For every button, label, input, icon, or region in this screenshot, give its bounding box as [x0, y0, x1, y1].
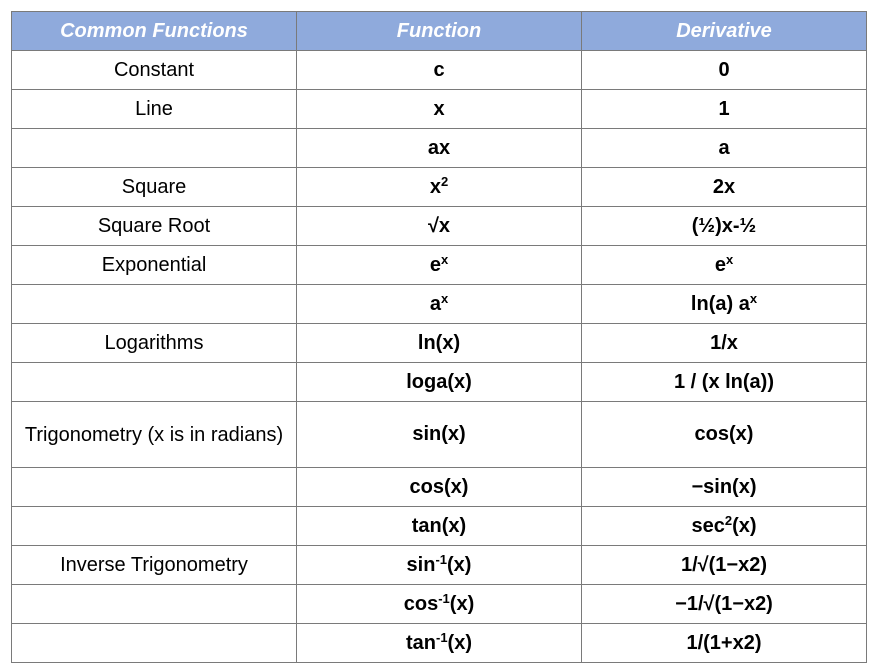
table-row: [12, 468, 867, 507]
derivative-cell: [582, 324, 867, 363]
function-after: (x): [449, 592, 475, 615]
derivative-cell: [582, 285, 867, 324]
function-superscript: -1: [438, 590, 450, 606]
derivative-base: 1: [718, 97, 730, 120]
derivative-base: (½)x-½: [691, 214, 757, 237]
function-base: ln(x): [417, 331, 461, 354]
derivative-base: sec: [691, 514, 725, 537]
derivative-superscript: 2: [724, 512, 733, 528]
derivative-cell: [582, 51, 867, 90]
table-row: [12, 246, 867, 285]
category-cell: Line: [12, 90, 297, 129]
table-row: [12, 363, 867, 402]
header-common-functions: Common Functions: [12, 12, 297, 51]
derivative-base: a: [718, 136, 730, 159]
derivative-cell: [582, 129, 867, 168]
derivative-base: −1/√(1−x2): [675, 592, 773, 615]
table-row: [12, 324, 867, 363]
function-cell: [297, 585, 582, 624]
function-base: e: [429, 253, 441, 276]
function-cell: [297, 51, 582, 90]
function-base: sin: [406, 553, 436, 576]
derivative-cell: [582, 507, 867, 546]
derivative-cell: [582, 585, 867, 624]
derivative-cell: [582, 468, 867, 507]
derivative-cell: [582, 546, 867, 585]
function-cell: [297, 207, 582, 246]
derivatives-table: [11, 11, 867, 663]
function-base: cos: [403, 592, 439, 615]
function-cell: [297, 402, 582, 468]
derivative-superscript: x: [725, 251, 734, 267]
function-base: tan: [405, 631, 436, 654]
category-cell: [12, 285, 297, 324]
function-cell: [297, 507, 582, 546]
function-base: loga(x): [406, 370, 472, 393]
function-cell: [297, 624, 582, 663]
derivative-cell: [582, 90, 867, 129]
category-cell: Inverse Trigonometry: [12, 546, 297, 585]
function-base: x: [429, 175, 441, 198]
function-cell: [297, 468, 582, 507]
function-base: x: [433, 97, 445, 120]
table-row: [12, 624, 867, 663]
category-cell: Square: [12, 168, 297, 207]
function-cell: [297, 168, 582, 207]
function-cell: [297, 129, 582, 168]
function-base: sin(x): [412, 423, 466, 445]
function-after: (x): [447, 631, 472, 654]
function-after: (x): [447, 553, 472, 576]
function-cell: [297, 324, 582, 363]
table-row: [12, 90, 867, 129]
function-superscript: x: [440, 290, 449, 306]
function-base: tan(x): [411, 514, 467, 537]
derivative-base: −sin(x): [691, 475, 757, 498]
table-row: [12, 207, 867, 246]
function-cell: [297, 363, 582, 402]
category-cell: Exponential: [12, 246, 297, 285]
category-cell: [12, 585, 297, 624]
table-row: [12, 51, 867, 90]
category-cell: Constant: [12, 51, 297, 90]
derivative-cell: [582, 624, 867, 663]
derivative-base: 1/√(1−x2): [680, 553, 768, 576]
category-cell: Square Root: [12, 207, 297, 246]
derivative-cell: [582, 246, 867, 285]
derivative-superscript: x: [749, 290, 758, 306]
function-superscript: 2: [440, 173, 449, 189]
function-base: √x: [427, 214, 451, 237]
function-cell: [297, 90, 582, 129]
derivative-base: 1/(1+x2): [686, 631, 762, 654]
category-cell: [12, 363, 297, 402]
table-row: [12, 546, 867, 585]
derivative-after: (x): [732, 514, 757, 537]
derivative-base: 1/x: [710, 331, 738, 354]
header-function: Function: [297, 12, 582, 51]
category-cell: [12, 468, 297, 507]
function-base: c: [433, 58, 445, 81]
derivative-cell: [582, 363, 867, 402]
function-superscript: -1: [435, 551, 447, 567]
derivative-base: ln(a) a: [690, 292, 750, 315]
derivative-cell: [582, 207, 867, 246]
derivative-base: 0: [718, 58, 730, 81]
derivative-base: e: [714, 253, 726, 276]
function-base: ax: [427, 136, 451, 159]
table-row: [12, 168, 867, 207]
function-base: a: [429, 292, 441, 315]
derivative-base: 2x: [712, 175, 736, 198]
function-superscript: -1: [435, 629, 448, 645]
derivative-cell: [582, 168, 867, 207]
function-cell: [297, 546, 582, 585]
table-row: [12, 402, 867, 468]
function-cell: [297, 285, 582, 324]
derivative-base: cos(x): [694, 423, 754, 445]
derivative-cell: [582, 402, 867, 468]
category-cell: [12, 129, 297, 168]
category-cell: [12, 507, 297, 546]
header-derivative: Derivative: [582, 12, 867, 51]
category-cell: Trigonometry (x is in radians): [12, 402, 297, 468]
function-base: cos(x): [409, 475, 469, 498]
function-superscript: x: [440, 251, 449, 267]
header-row: [12, 12, 867, 51]
table-row: [12, 507, 867, 546]
table-row: [12, 585, 867, 624]
table-row: [12, 129, 867, 168]
category-cell: Logarithms: [12, 324, 297, 363]
table-row: [12, 285, 867, 324]
function-cell: [297, 246, 582, 285]
derivative-base: 1 / (x ln(a)): [673, 370, 774, 393]
category-cell: [12, 624, 297, 663]
